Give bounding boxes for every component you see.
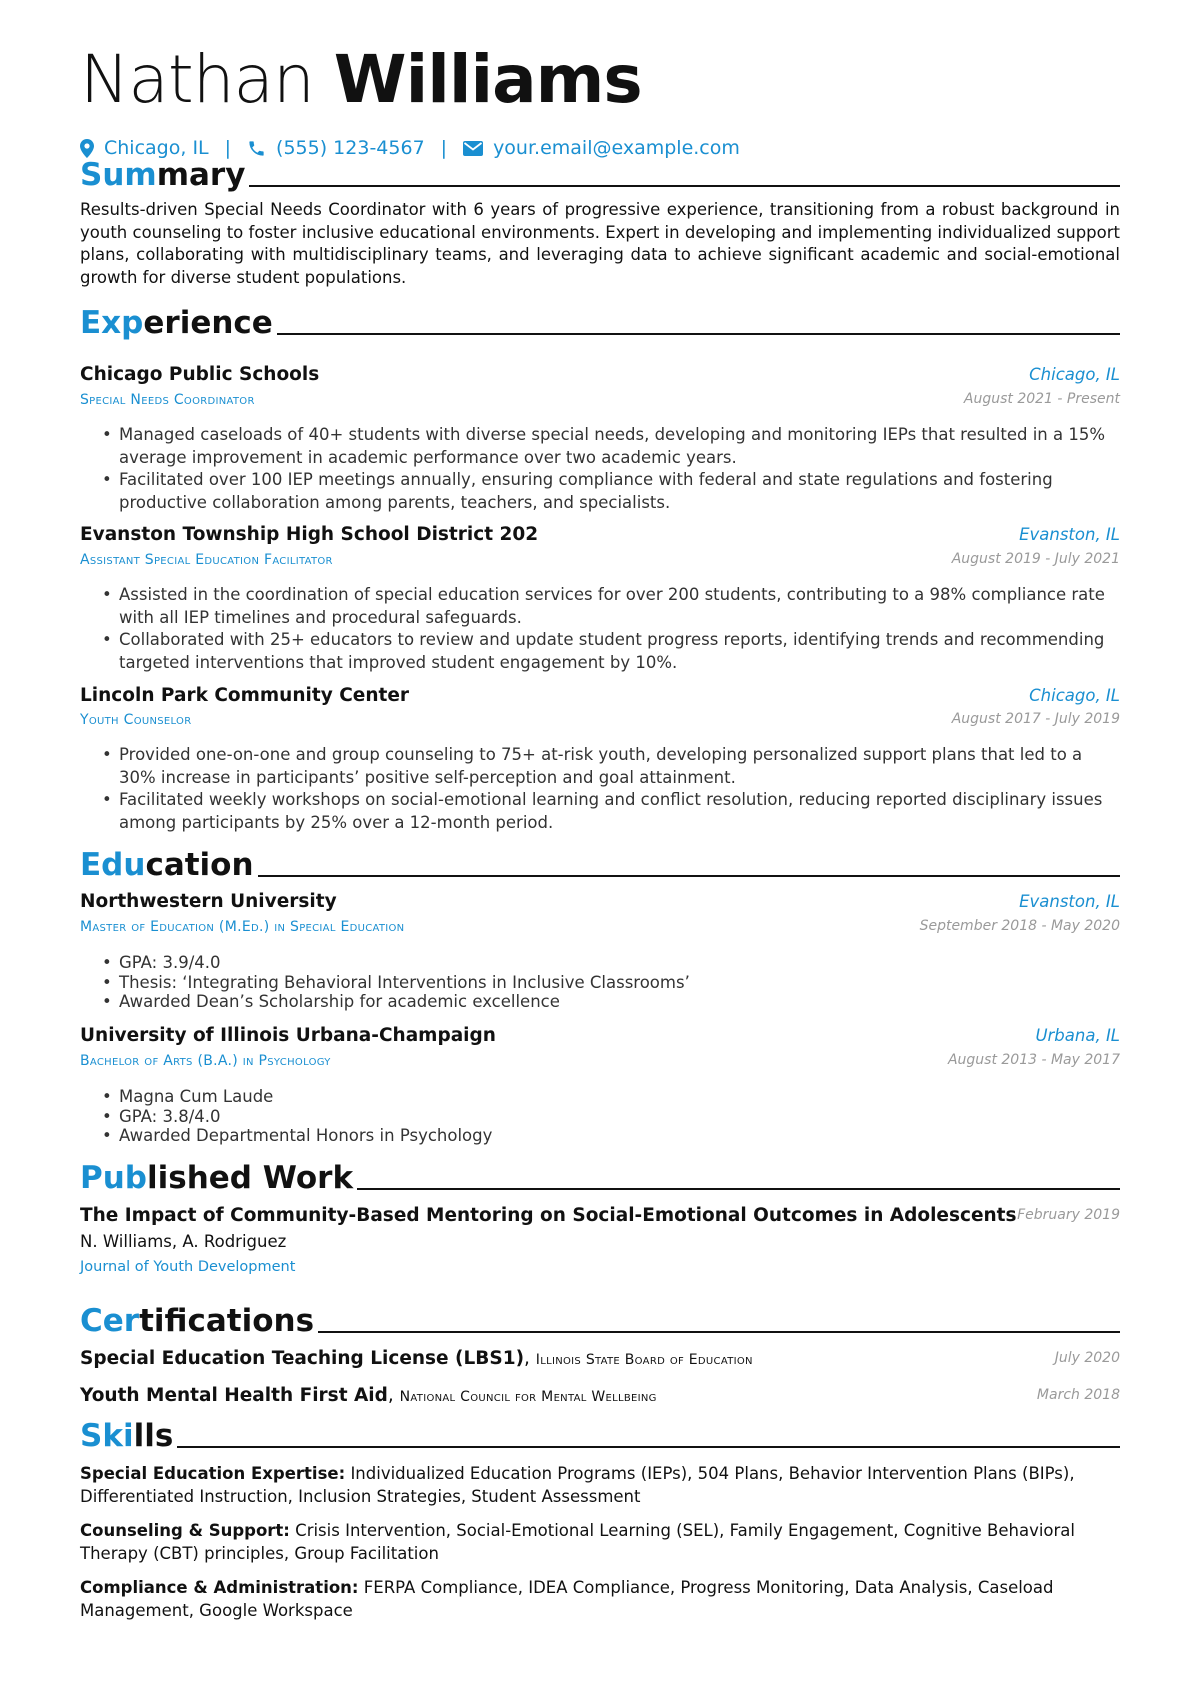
- skill-group: [80, 1520, 1120, 1565]
- section-skills-header: [80, 1416, 1120, 1456]
- list-item: • Awarded Dean’s Scholarship for academic excellence: [102, 992, 1120, 1012]
- certification-date: July 2020: [1054, 1350, 1120, 1366]
- school-dates: September 2018 - May 2020: [919, 918, 1120, 934]
- first-name: Nathan: [80, 41, 314, 118]
- certification-issuer: Illinois State Board of Education: [535, 1352, 753, 1368]
- skill-text: Crisis Intervention, Social-Emotional Learning (SEL), Family Engagement, Cognitive Behavioral Therapy (CBT) principles, Group Facilitation: [80, 1521, 1076, 1563]
- summary-text: Results-driven Special Needs Coordinator with 6 years of progressive experience, transitioning from a robust background in youth counseling to foster inclusive educational environments. Expert in developing and implementing individualized support plans, collaborating with multidisciplinary teams, and leveraging data to achieve significant academic and social-emotional growth for diverse student populations.: [80, 200, 1120, 287]
- section-title: Certifications: [80, 1303, 315, 1339]
- skill-label: Counseling & Support:: [80, 1521, 290, 1540]
- list-item: • Managed caseloads of 40+ students with diverse special needs, developing and monitoring IEPs that resulted in a 15% average improvement in academic performance over two academic years.: [102, 424, 1120, 469]
- list-item: • Assisted in the coordination of special education services for over 200 students, contributing to a 98% compliance rate with all IEP timelines and procedural safeguards.: [102, 584, 1120, 629]
- skill-text: FERPA Compliance, IDEA Compliance, Progress Monitoring, Data Analysis, Caseload Management, Google Workspace: [80, 1578, 1054, 1620]
- job-dates: August 2019 - July 2021: [951, 551, 1120, 567]
- job-role: Assistant Special Education Facilitator: [80, 552, 333, 568]
- section-title: Education: [80, 847, 254, 883]
- skill-label: Special Education Expertise:: [80, 1464, 346, 1483]
- envelope-icon: [463, 141, 483, 156]
- certification-item: Special Education Teaching License (LBS1), Illinois State Board of Education: [80, 1348, 753, 1369]
- list-item: • GPA: 3.8/4.0: [102, 1107, 1120, 1127]
- job-bullets: [102, 584, 1120, 674]
- location-text: Chicago, IL: [104, 137, 209, 159]
- list-item: • Thesis: ‘Integrating Behavioral Interventions in Inclusive Classrooms’: [102, 973, 1120, 993]
- last-name: Williams: [333, 41, 642, 118]
- section-experience-header: [80, 303, 1120, 343]
- section-summary-header: [80, 155, 1120, 195]
- skill-label: Compliance & Administration:: [80, 1578, 359, 1597]
- publication-title: The Impact of Community-Based Mentoring on Social-Emotional Outcomes in Adolescents: [80, 1205, 1017, 1226]
- job-bullets: [102, 424, 1120, 514]
- school-degree: Bachelor of Arts (B.A.) in Psychology: [80, 1053, 331, 1069]
- section-rule: [357, 1188, 1120, 1190]
- job-dates: August 2017 - July 2019: [951, 711, 1120, 727]
- section-rule: [277, 333, 1120, 335]
- job-organization: Evanston Township High School District 202: [80, 524, 539, 545]
- job-location: Chicago, IL: [1029, 365, 1120, 384]
- publication-journal: Journal of Youth Development: [80, 1259, 296, 1275]
- section-rule: [318, 1331, 1120, 1333]
- job-location: Evanston, IL: [1019, 525, 1120, 544]
- publication-date: February 2019: [1017, 1207, 1120, 1223]
- certification-name: Special Education Teaching License (LBS1): [80, 1348, 525, 1369]
- phone-text: (555) 123-4567: [276, 137, 425, 159]
- section-title: Experience: [80, 305, 273, 341]
- school-bullets: [102, 953, 1120, 1012]
- job-location: Chicago, IL: [1029, 686, 1120, 705]
- school-location: Evanston, IL: [1019, 892, 1120, 911]
- section-title: Published Work: [80, 1160, 354, 1196]
- section-title: Summary: [80, 157, 246, 193]
- certification-date: March 2018: [1036, 1387, 1120, 1403]
- school-name: University of Illinois Urbana-Champaign: [80, 1025, 496, 1046]
- list-item: • Facilitated weekly workshops on social-emotional learning and conflict resolution, reducing reported disciplinary issues among participants by 25% over a 12-month period.: [102, 789, 1120, 834]
- section-rule: [177, 1446, 1120, 1448]
- school-location: Urbana, IL: [1035, 1026, 1120, 1045]
- section-rule: [258, 875, 1120, 877]
- job-dates: August 2021 - Present: [963, 391, 1120, 407]
- section-certifications-header: [80, 1301, 1120, 1341]
- certification-issuer: National Council for Mental Wellbeing: [399, 1389, 657, 1405]
- school-name: Northwestern University: [80, 891, 337, 912]
- certification-name: Youth Mental Health First Aid: [80, 1385, 388, 1406]
- section-published-header: [80, 1158, 1120, 1198]
- job-organization: Lincoln Park Community Center: [80, 685, 410, 706]
- skill-text: Individualized Education Programs (IEPs), 504 Plans, Behavior Intervention Plans (BIPs), Differentiated Instruction, Inclusion Strategies, Student Assessment: [80, 1464, 1075, 1506]
- job-role: Youth Counselor: [80, 712, 192, 728]
- list-item: • GPA: 3.9/4.0: [102, 953, 1120, 973]
- section-title: Skills: [80, 1418, 174, 1454]
- skill-group: [80, 1463, 1120, 1508]
- candidate-name: [80, 40, 642, 120]
- school-degree: Master of Education (M.Ed.) in Special Education: [80, 919, 405, 935]
- email-text: your.email@example.com: [493, 137, 740, 159]
- school-bullets: [102, 1087, 1120, 1146]
- list-item: • Magna Cum Laude: [102, 1087, 1120, 1107]
- list-item: • Provided one-on-one and group counseling to 75+ at-risk youth, developing personalized support plans that led to a 30% increase in participants’ positive self-perception and goal attainment.: [102, 744, 1120, 789]
- contact-separator: |: [440, 137, 448, 159]
- publication-authors: N. Williams, A. Rodriguez: [80, 1232, 287, 1251]
- job-organization: Chicago Public Schools: [80, 364, 320, 385]
- list-item: • Awarded Departmental Honors in Psychology: [102, 1126, 1120, 1146]
- list-item: • Collaborated with 25+ educators to review and update student progress reports, identifying trends and recommending targeted interventions that improved student engagement by 10%.: [102, 629, 1120, 674]
- list-item: • Facilitated over 100 IEP meetings annually, ensuring compliance with federal and state regulations and fostering productive collaboration among parents, teachers, and specialists.: [102, 469, 1120, 514]
- school-dates: August 2013 - May 2017: [947, 1052, 1120, 1068]
- skill-group: [80, 1577, 1120, 1622]
- certification-item: Youth Mental Health First Aid, National Council for Mental Wellbeing: [80, 1385, 657, 1406]
- contact-separator: |: [224, 137, 232, 159]
- section-rule: [249, 185, 1120, 187]
- job-bullets: [102, 744, 1120, 834]
- section-education-header: [80, 845, 1120, 885]
- job-role: Special Needs Coordinator: [80, 392, 255, 408]
